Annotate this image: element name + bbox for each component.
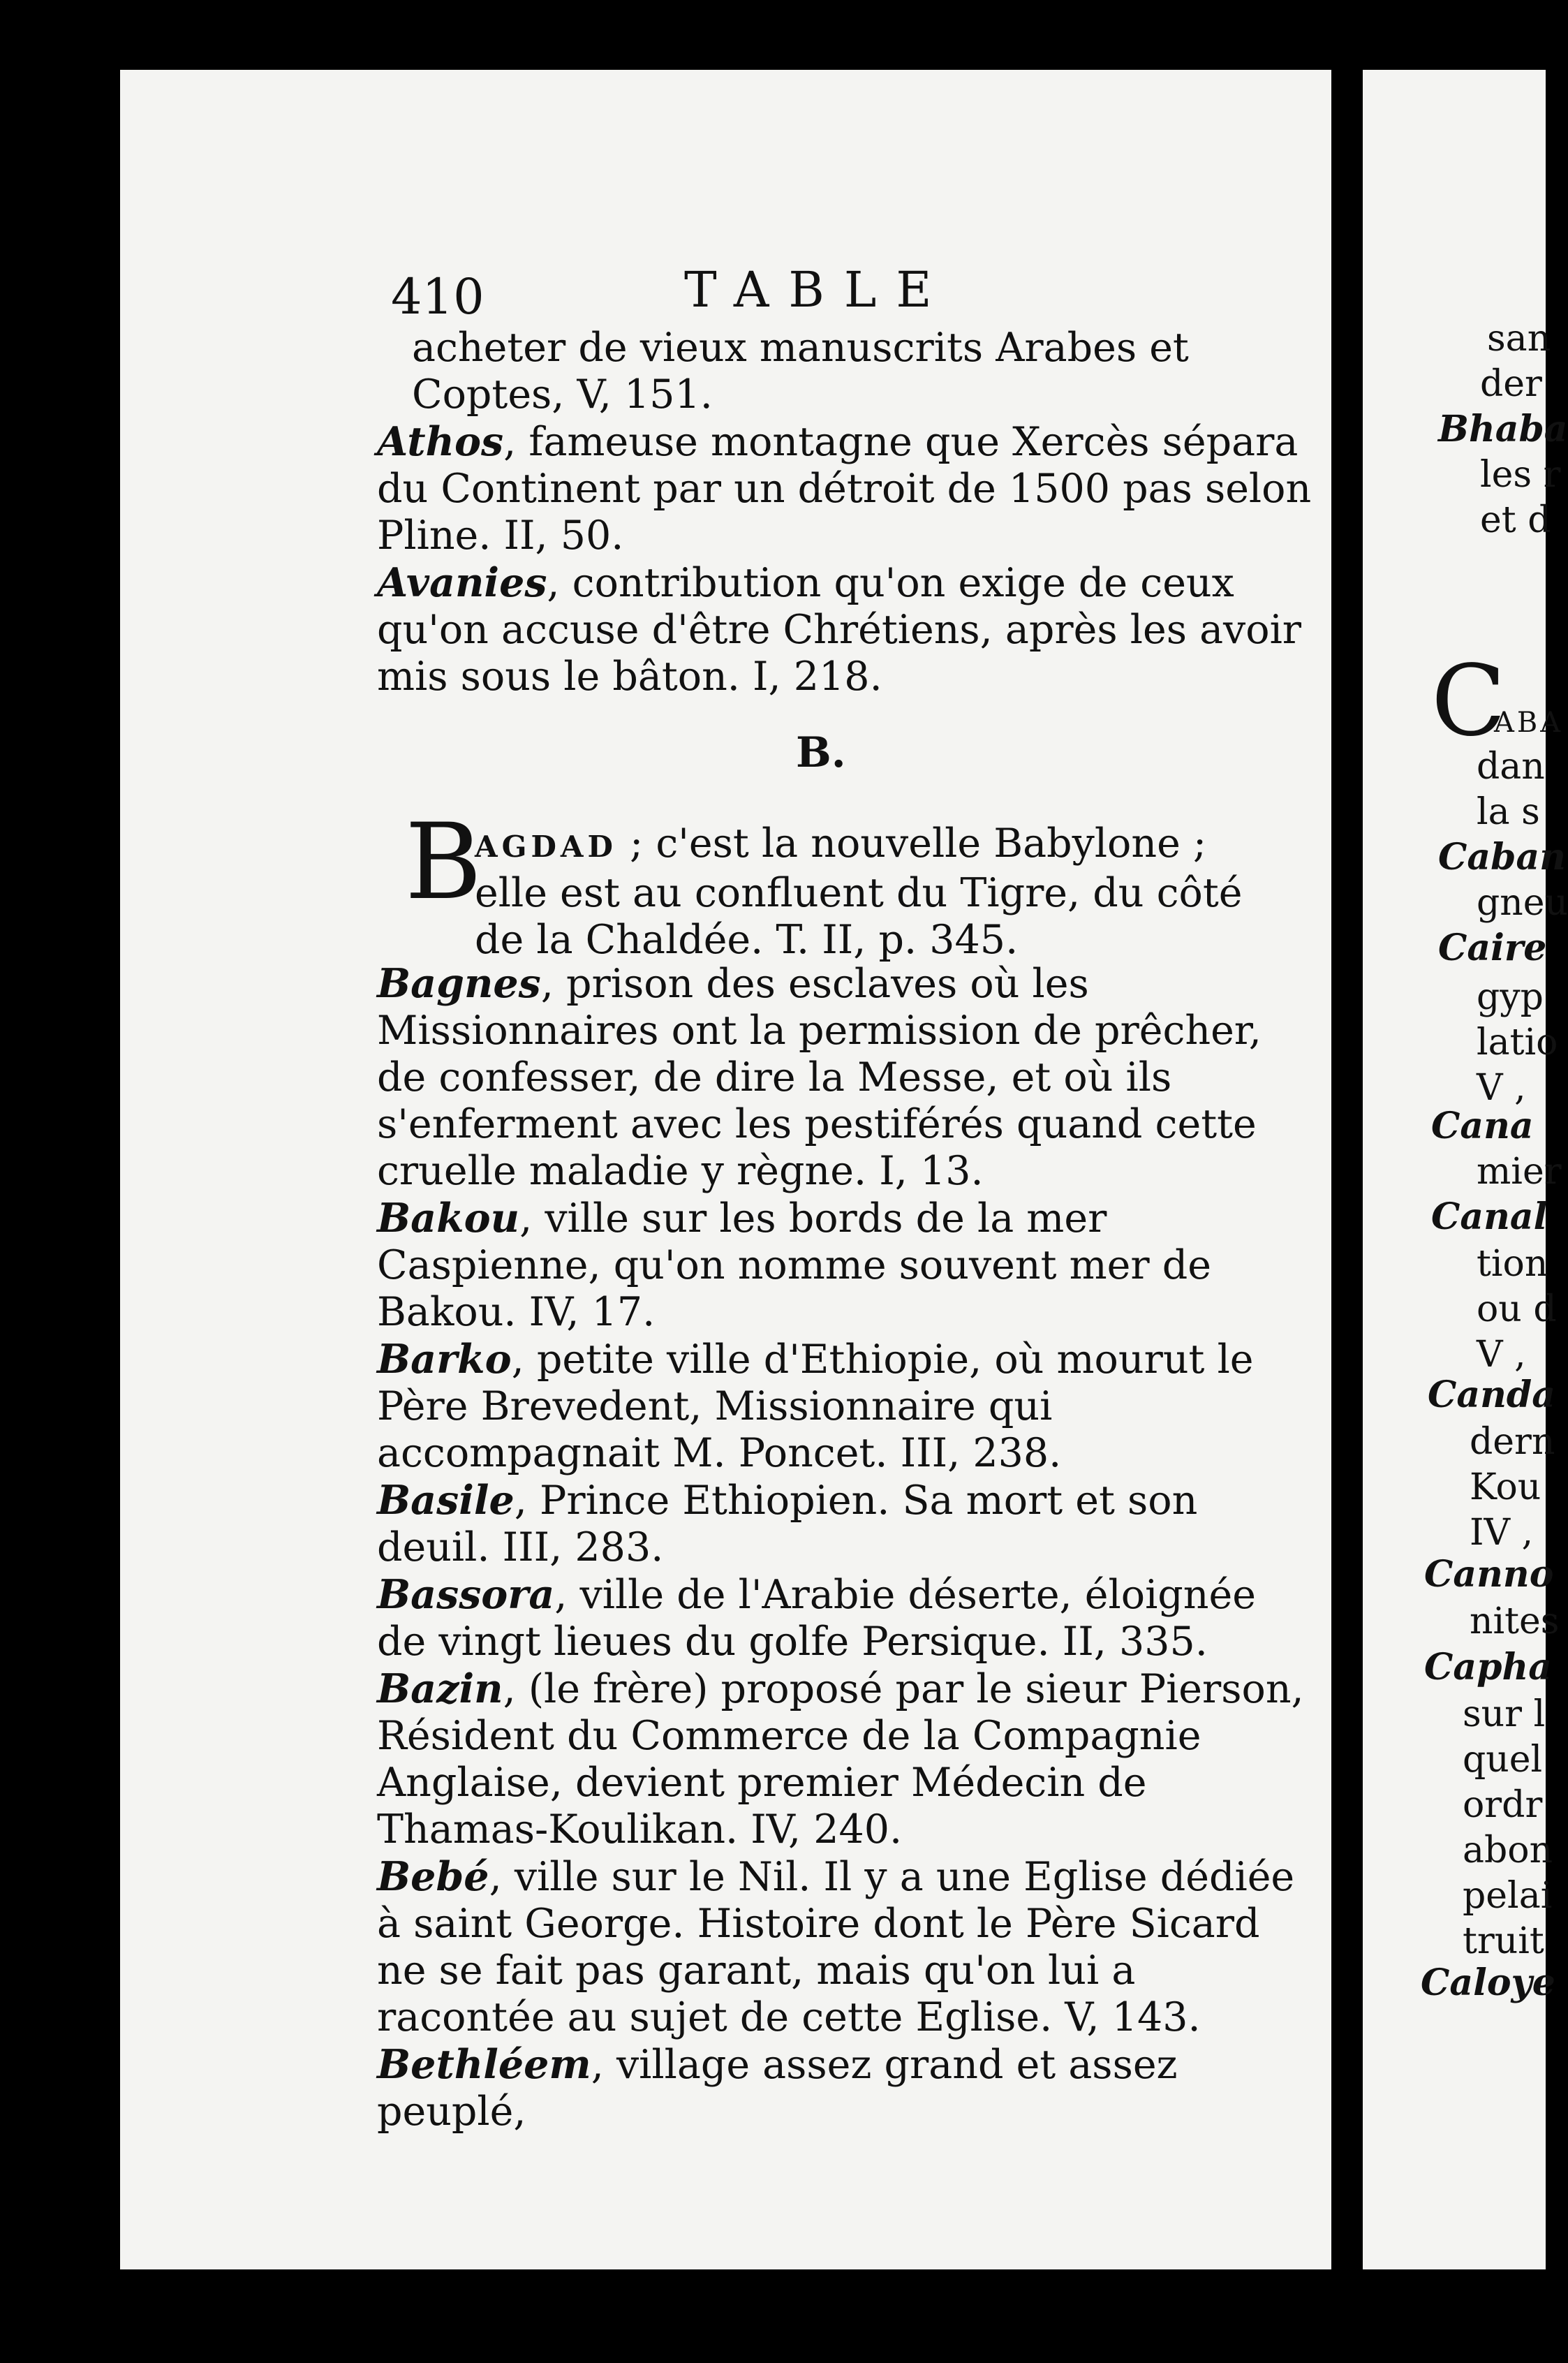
section-letter: B. bbox=[796, 728, 846, 777]
right-line: gneu bbox=[1477, 882, 1568, 924]
right-line: les r bbox=[1480, 454, 1561, 496]
index-entry bbox=[377, 960, 1312, 1195]
index-entry bbox=[377, 559, 1312, 700]
right-line: latio bbox=[1477, 1022, 1558, 1063]
right-line: truit bbox=[1463, 1920, 1544, 1962]
entry-text: , (le frère) proposé par le sieur Pierson, Résident du Commerce de la Compagnie Anglaise, devient premier Médecin de Thamas-Koulikan. IV, 240. bbox=[377, 1666, 1304, 1853]
right-line: Kou bbox=[1470, 1466, 1541, 1508]
right-line: la s bbox=[1477, 791, 1540, 833]
entry-text: , ville sur les bords de la mer Caspienne, qu'on nomme souvent mer de Bakou. IV, 17. bbox=[377, 1195, 1211, 1335]
right-line: Canno bbox=[1424, 1553, 1554, 1596]
entry-headword: Bassora bbox=[377, 1571, 555, 1618]
right-line: ou d bbox=[1477, 1288, 1557, 1330]
right-line: sur l bbox=[1463, 1693, 1546, 1735]
right-line: et d bbox=[1480, 499, 1551, 541]
entry-headword: Bebé bbox=[377, 1853, 489, 1900]
right-line: Cana bbox=[1431, 1105, 1534, 1147]
entry-text: , ville sur le Nil. Il y a une Eglise dédiée à saint George. Histoire dont le Père Sicard ne se fait pas garant, mais qu'on lui a racontée au sujet de cette Eglise. V, 143. bbox=[377, 1854, 1295, 2040]
right-line: Canal bbox=[1431, 1195, 1548, 1238]
right-line: Capha bbox=[1424, 1646, 1552, 1688]
right-line: Canda bbox=[1428, 1374, 1555, 1416]
right-line: mier bbox=[1477, 1151, 1562, 1193]
index-entry bbox=[377, 418, 1312, 559]
right-line: pelai bbox=[1463, 1875, 1553, 1917]
right-line: Caban bbox=[1438, 836, 1566, 878]
right-line: dan bbox=[1477, 746, 1545, 788]
right-drop-cap: C bbox=[1431, 645, 1507, 758]
page-number: 410 bbox=[391, 268, 485, 325]
right-line: Caire bbox=[1438, 927, 1547, 969]
entry-text: , village assez grand et assez peuplé, bbox=[377, 2042, 1178, 2135]
bagdad-entry bbox=[475, 820, 1278, 964]
entry-text: , fameuse montagne que Xercès sépara du Continent par un détroit de 1500 pas selon Pline. II, 50. bbox=[377, 419, 1312, 559]
entry-text: , petite ville d'Ethiopie, où mourut le Père Brevedent, Missionnaire qui accompagnait M. Poncet. III, 238. bbox=[377, 1337, 1254, 1476]
running-head: TABLE bbox=[684, 261, 952, 318]
right-line: nites bbox=[1470, 1600, 1560, 1642]
right-line: V , bbox=[1477, 1067, 1526, 1109]
right-line: quel bbox=[1463, 1739, 1543, 1781]
right-line: tion bbox=[1477, 1243, 1548, 1285]
entry-headword: Avanies bbox=[377, 559, 547, 606]
right-line: IV , bbox=[1470, 1512, 1534, 1554]
entry-text: , contribution qu'on exige de ceux qu'on accuse d'être Chrétiens, après les avoir mis sous le bâton. I, 218. bbox=[377, 560, 1302, 700]
index-entry bbox=[377, 2041, 1312, 2135]
right-line: Caloye bbox=[1421, 1961, 1555, 2004]
right-line: san bbox=[1487, 318, 1551, 360]
index-entry bbox=[377, 1195, 1312, 1336]
right-line: abon bbox=[1463, 1830, 1553, 1871]
right-line: V , bbox=[1477, 1334, 1526, 1376]
right-line: dern bbox=[1470, 1421, 1555, 1463]
index-block-b bbox=[377, 960, 1312, 2135]
right-line: gyp bbox=[1477, 976, 1544, 1018]
drop-cap: B bbox=[405, 802, 482, 923]
right-line: Bhaba bbox=[1438, 408, 1568, 450]
entry-headword: Basile bbox=[377, 1477, 515, 1524]
index-entry bbox=[377, 1571, 1312, 1665]
right-line: ABA bbox=[1494, 707, 1564, 739]
index-entry bbox=[377, 1853, 1312, 2041]
entry-text: , Prince Ethiopien. Sa mort et son deuil. III, 283. bbox=[377, 1478, 1198, 1570]
right-line: der bbox=[1480, 363, 1542, 405]
entry-text: acheter de vieux manuscrits Arabes et Coptes, V, 151. bbox=[412, 325, 1189, 418]
entry-headword-smallcaps: AGDAD bbox=[475, 830, 617, 864]
entry-headword: Barko bbox=[377, 1336, 512, 1383]
entry-headword: Bethléem bbox=[377, 2041, 591, 2088]
entry-text: , prison des esclaves où les Missionnaires ont la permission de prêcher, de confesser, de dire la Messe, et où ils s'enferment avec les pestiférés quand cette cruelle maladie y règne. I, 13. bbox=[377, 961, 1262, 1194]
entry-headword: Bagnes bbox=[377, 960, 541, 1007]
right-line: ordr bbox=[1463, 1784, 1543, 1826]
index-block-a bbox=[377, 325, 1312, 700]
index-entry bbox=[412, 325, 1312, 418]
index-entry bbox=[377, 1477, 1312, 1571]
entry-text: ; c'est la nouvelle Babylone ; elle est au confluent du Tigre, du côté de la Chaldée. T. II, p. 345. bbox=[475, 820, 1243, 963]
index-entry bbox=[377, 1665, 1312, 1853]
entry-headword: Athos bbox=[377, 418, 504, 465]
entry-headword: Bazin bbox=[377, 1665, 503, 1712]
index-entry bbox=[377, 1336, 1312, 1477]
entry-text: , ville de l'Arabie déserte, éloignée de vingt lieues du golfe Persique. II, 335. bbox=[377, 1572, 1256, 1665]
entry-headword: Bakou bbox=[377, 1195, 520, 1242]
